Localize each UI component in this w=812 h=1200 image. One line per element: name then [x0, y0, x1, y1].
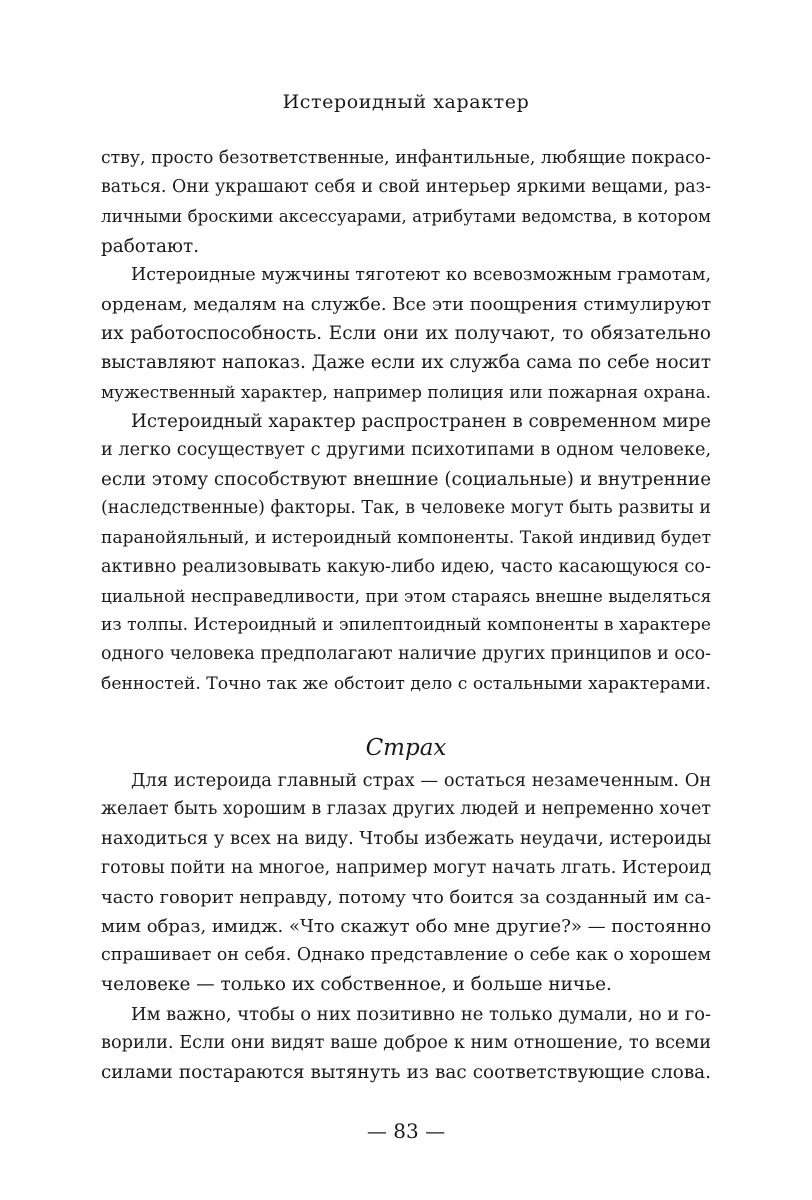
text-line: Истероидные мужчины тяготеют ко всевозможным грамотам, — [131, 264, 711, 285]
section-heading: Страх — [365, 735, 447, 761]
text-line: циальной несправедливости, при этом стараясь внешне выделяться — [101, 586, 712, 607]
paragraph — [101, 1000, 711, 1088]
text-line: личными броскими аксессуарами, атрибутами ведомства, в котором — [101, 206, 711, 227]
text-line: ству, просто безответственные, инфантильные, любящие покрасо- — [101, 148, 711, 168]
paragraph — [101, 261, 711, 407]
text-line: находиться у всех на виду. Чтобы избежать неудачи, истероиды — [101, 828, 712, 850]
text-line: если этому способствуют внешние (социальные) и внутренние — [101, 469, 712, 491]
text-line: человеке — только их собственное, и больше ничье. — [101, 974, 612, 996]
text-line: мим образ, имидж. «Что скажут обо мне другие?» — постоянно — [101, 916, 712, 938]
text-line: Истероидный характер распространен в современном мире — [131, 410, 711, 432]
paragraph — [101, 766, 711, 1000]
text-line: одного человека предполагают наличие других принципов и осо- — [101, 644, 712, 665]
text-line: спрашивает он себя. Однако представление о себе как о хорошем — [101, 945, 711, 966]
text-line: и легко сосуществует с другими психотипами в одном человеке, — [101, 440, 712, 461]
text-line: выставляют напоказ. Даже если их служба сама по себе носит — [101, 352, 711, 374]
text-line: Им важно, чтобы о них позитивно не только думали, но и го- — [131, 1003, 711, 1025]
text-line: желает быть хорошим в глазах других людей и непременно хочет — [101, 799, 711, 820]
paragraph — [101, 144, 711, 261]
body-text-top — [101, 144, 711, 699]
text-line: орденам, медалям на службе. Все эти поощрения стимулируют — [101, 294, 712, 316]
text-line: паранойяльный, и истероидный компоненты. Такой индивид будет — [101, 527, 712, 548]
text-line: готовы пойти на многое, например могут начать лгать. Истероид — [101, 857, 712, 878]
body-text-bottom — [101, 766, 711, 1087]
page-number: — 83 — — [366, 1119, 446, 1143]
text-line: из толпы. Истероидный и эпилептоидный компоненты в характере — [101, 615, 711, 636]
book-page — [101, 0, 711, 1200]
text-line: их работоспособность. Если они их получают, то обязательно — [101, 323, 711, 345]
text-line: мужественный характер, например полиция или пожарная охрана. — [101, 381, 711, 402]
text-line: активно реализовывать какую-либо идею, часто касающуюся со- — [101, 556, 711, 577]
text-line: (наследственные) факторы. Так, в человеке могут быть развиты и — [101, 498, 711, 519]
running-head: Истероидный характер — [282, 91, 530, 113]
text-line: ваться. Они украшают себя и свой интерьер яркими вещами, раз- — [101, 177, 711, 198]
text-line: бенностей. Точно так же обстоит дело с остальными характерами. — [101, 673, 711, 694]
paragraph — [101, 407, 711, 699]
text-line: ворили. Если они видят ваше доброе к ним отношение, то всеми — [101, 1032, 712, 1053]
text-line: часто говорит неправду, потому что боится за созданный им са- — [101, 886, 712, 908]
text-line: Для истероида главный страх — остаться незамеченным. Он — [131, 770, 712, 791]
text-line: силами постараются вытянуть из вас соответствующие слова. — [101, 1062, 711, 1084]
text-line: работают. — [101, 235, 200, 257]
